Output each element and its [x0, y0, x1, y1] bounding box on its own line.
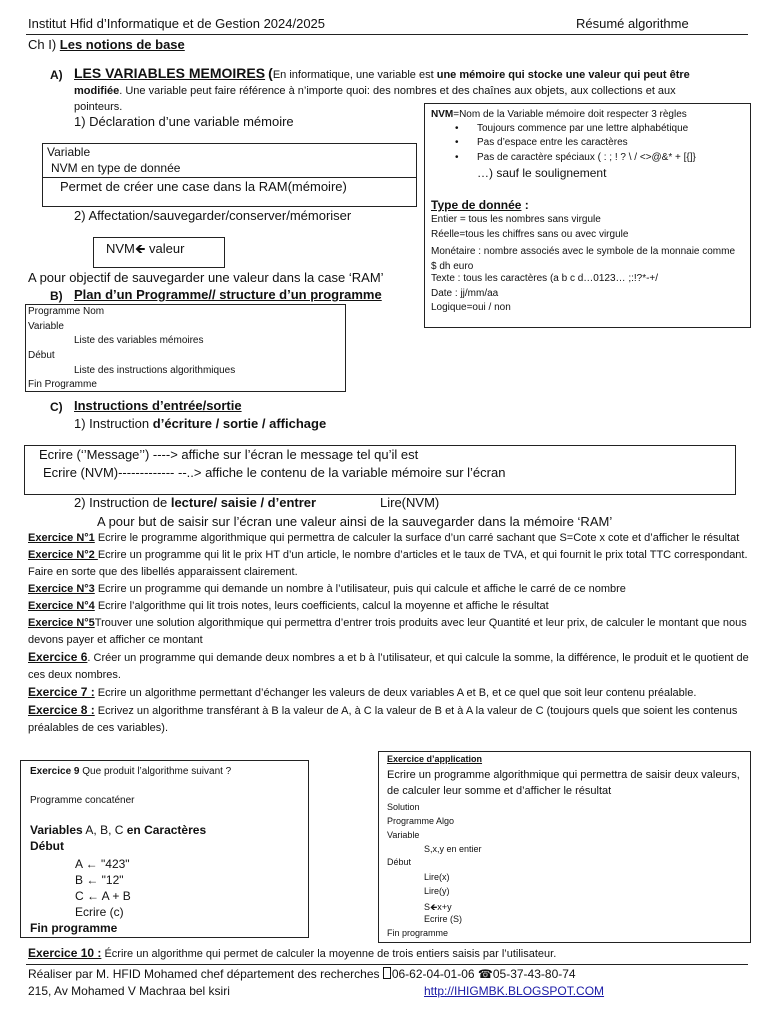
footer-rule: [26, 964, 748, 965]
exercise-4-label: Exercice N°4: [28, 600, 95, 612]
exercise-4: [28, 598, 750, 615]
nvm-title-bold: NVM: [431, 109, 454, 120]
exercise-9-question: Que produit l’algorithme suivant ?: [79, 766, 232, 777]
exercise-6-label: Exercice 6: [28, 650, 88, 664]
structure-line-6: Fin Programme: [28, 379, 97, 390]
intro-text-1: En informatique, une variable est: [272, 69, 434, 81]
application-body-4: Ecrire (S): [424, 914, 462, 924]
application-label: Exercice d’application: [387, 754, 483, 764]
exercise-8-label: Exercice 8 :: [28, 703, 95, 717]
structure-line-4: Début: [28, 350, 55, 361]
phone-icon: [383, 967, 391, 979]
structure-line-1: Programme Nom: [28, 306, 105, 317]
decl-line-2: NVM en type de donnée: [51, 161, 181, 175]
application-debut: Début: [387, 857, 412, 867]
exercise-8-text: Ecrivez un algorithme transférant à B la valeur de A, à C la valeur de B et à A la valeur de C (toujours quels que soient les contenus préalables de ces variables).: [28, 705, 738, 734]
write-item: [74, 416, 326, 431]
header-institution: Institut Hfid d’Informatique et de Gestion 2024/2025: [28, 16, 326, 31]
footer-address: 215, Av Mohamed V Machraa bel ksiri: [28, 984, 230, 998]
exercise-9-vars: [30, 823, 206, 837]
exercise-5: [28, 615, 750, 649]
exercise-7-text: Ecrire un algorithme permettant d’échanger les valeurs de deux variables A et B, et ce quel que soit leur contenu préalable.: [94, 687, 697, 699]
assign-box: [93, 237, 225, 268]
exercise-9-heading: [30, 766, 231, 777]
exercise-9-line-3: C ← A + B: [75, 889, 131, 903]
exercise-5-text: Trouver une solution algorithmique qui permettra d’entrer trois produits avec leur Quantité et leur prix, de calculer le montant que nous devons payer et afficher ce montant: [28, 617, 747, 646]
section-b-title: Plan d’un Programme// structure d’un programme: [74, 287, 382, 302]
footer-author: Réaliser par M. HFID Mohamed chef département des recherches: [28, 967, 383, 981]
application-line-1: Solution: [387, 802, 420, 812]
types-title: Type de donnée: [431, 198, 522, 212]
type-monetaire: Monétaire : nombre associés avec le symbole de la monnaie comme $ dh euro: [431, 246, 736, 272]
type-entier: Entier = tous les nombres sans virgule: [431, 214, 601, 225]
assign-text: NVM🡸 valeur: [106, 241, 185, 256]
structure-line-2: Variable: [28, 321, 64, 332]
exercise-10: [28, 946, 556, 960]
application-box: [378, 751, 751, 943]
intro-text-bold: une mémoire qui stocke une valeur qui peut être modifiée: [74, 69, 690, 97]
exercise-9-label: Exercice 9: [30, 766, 80, 777]
declaration-box: [42, 143, 417, 207]
section-a-paren: (: [268, 65, 273, 81]
program-structure-box: [25, 304, 346, 392]
types-heading: [431, 198, 529, 212]
application-var-decl: S,x,y en entier: [424, 844, 482, 854]
exercise-10-label: Exercice 10 :: [28, 946, 102, 960]
nvm-rule-tail: …) sauf le soulignement: [477, 166, 607, 180]
vars-keyword: Variables: [30, 823, 83, 837]
exercise-3-text: Ecrire un programme qui demande un nombre à l’utilisateur, puis qui calcule et affiche le carré de ce nombre: [94, 583, 626, 595]
nvm-title-rest: =Nom de la Variable mémoire doit respecter 3 règles: [453, 109, 687, 120]
nvm-rules-box: [424, 103, 751, 328]
decl-item: 1) Déclaration d’une variable mémoire: [74, 114, 294, 129]
exercise-3-label: Exercice N°3: [28, 583, 95, 595]
section-a-title: LES VARIABLES MEMOIRES: [74, 65, 266, 81]
intro-text-2: . Une variable peut faire référence à n’importe quoi: des nombres et des chaînes aux objets, aux collections et aux pointeurs.: [74, 85, 676, 113]
application-body-1: Lire(x): [424, 872, 450, 882]
nvm-rule-2: • Pas d’espace entre les caractères: [477, 137, 628, 148]
header-rule: [26, 34, 748, 35]
section-b-letter: B): [50, 289, 63, 303]
decl-divider: [43, 177, 416, 178]
vars-names: A, B, C: [82, 823, 127, 837]
vars-type: en Caractères: [126, 823, 207, 837]
exercise-2-label: Exercice N°2: [28, 549, 98, 561]
chapter-prefix: Ch I): [28, 37, 57, 52]
header-doc-title: Résumé algorithme: [576, 16, 689, 31]
read-item-bold: lecture/ saisie / d’entrer: [170, 495, 317, 510]
assign-item: 2) Affectation/sauvegarder/conserver/mémoriser: [74, 208, 352, 223]
type-reelle: Réelle=tous les chiffres sans ou avec virgule: [431, 229, 629, 240]
section-a-letter: A): [50, 68, 63, 82]
types-colon: :: [521, 198, 529, 212]
write-line-2: Ecrire (NVM)------------- --..> affiche le contenu de la variable mémoire sur l’écran: [43, 465, 506, 480]
application-line-2: Programme Algo: [387, 816, 455, 826]
blog-link[interactable]: http://IHIGMBK.BLOGSPOT.COM: [424, 984, 605, 998]
exercise-8: [28, 702, 750, 737]
exercise-2: [28, 547, 750, 581]
write-line-1: Ecrire (‘’Message’’) ----> affiche sur l’écran le message tel qu’il est: [39, 447, 419, 462]
application-body-2: Lire(y): [424, 886, 450, 896]
exercise-9-prog: Programme concaténer: [30, 795, 135, 806]
read-item-code: Lire(NVM): [380, 495, 440, 510]
footer-author-line: [28, 967, 576, 981]
assign-objective: A pour objectif de sauvegarder une valeur dans la case ‘RAM’: [28, 270, 384, 285]
exercise-9-fin: Fin programme: [30, 921, 118, 935]
application-body-3: S🡸x+y: [424, 902, 452, 912]
write-item-bold: d’écriture / sortie / affichage: [152, 416, 327, 431]
decl-line-3: Permet de créer une case dans la RAM(mémoire): [60, 179, 347, 194]
exercise-1-label: Exercice N°1: [28, 532, 95, 544]
exercise-2-text: Ecrire un programme qui lit le prix HT d’un article, le nombre d’articles et le taux de TVA, et qui fournit le prix total TTC correspondant. Faire en sorte que des libellés apparaissent clairement.: [28, 549, 748, 578]
type-texte: Texte : tous les caractères (a b c d…0123… ;:!?*-+/: [431, 273, 659, 284]
footer-phone-2: 05-37-43-80-74: [492, 967, 576, 981]
exercise-1: [28, 530, 750, 547]
nvm-title: [431, 109, 687, 120]
structure-line-3: Liste des variables mémoires: [74, 335, 204, 346]
exercise-1-text: Ecrire le programme algorithmique qui permettra de calculer la surface d’un carré sachant que S=Cote x cote et d’afficher le résultat: [94, 532, 740, 544]
exercise-list: [28, 530, 750, 737]
exercise-6: [28, 649, 750, 684]
application-statement: Ecrire un programme algorithmique qui permettra de saisir deux valeurs, de calculer leur somme et d’afficher le résultat: [387, 769, 740, 797]
chapter-title: Les notions de base: [59, 37, 185, 52]
exercise-10-text: Écrire un algorithme qui permet de calculer la moyenne de trois entiers saisis par l’utilisateur.: [101, 948, 557, 960]
exercise-4-text: Ecrire l’algorithme qui lit trois notes, leurs coefficients, calcul la moyenne et affiche le résultat: [94, 600, 549, 612]
section-c-title: Instructions d’entrée/sortie: [74, 398, 242, 413]
structure-line-5: Liste des instructions algorithmiques: [74, 365, 236, 376]
exercise-3: [28, 581, 750, 598]
telephone-icon: ☎: [477, 967, 493, 981]
type-date: Date : jj/mm/aa: [431, 288, 499, 299]
exercise-6-text: . Créer un programme qui demande deux nombres a et b à l’utilisateur, et qui calcule la somme, la différence, le produit et le quotient de ces deux nombres.: [28, 652, 749, 681]
footer-phone-1: 06-62-04-01-06: [391, 967, 475, 981]
section-c-letter: C): [50, 400, 63, 414]
decl-line-1: Variable: [47, 145, 91, 159]
nvm-rule-3: • Pas de caractère spéciaux ( : ; ! ? \ / <>@&* + [{]}: [477, 152, 696, 163]
write-instruction-box: [24, 445, 736, 495]
write-item-pre: 1) Instruction: [74, 416, 150, 431]
exercise-9-debut: Début: [30, 839, 64, 853]
nvm-rule-1: • Toujours commence par une lettre alphabétique: [477, 123, 688, 134]
application-line-3: Variable: [387, 830, 420, 840]
read-item: [74, 495, 316, 510]
exercise-7: [28, 684, 750, 702]
exercise-9-line-1: A ← "423": [75, 857, 130, 871]
read-item-pre: 2) Instruction de: [74, 495, 168, 510]
type-logique: Logique=oui / non: [431, 302, 511, 313]
exercise-7-label: Exercice 7 :: [28, 685, 95, 699]
exercise-9-box: [20, 760, 309, 938]
application-fin: Fin programme: [387, 928, 449, 938]
chapter-heading: [28, 37, 185, 52]
exercise-9-line-4: Ecrire (c): [75, 905, 124, 919]
exercise-9-line-2: B ← "12": [75, 873, 124, 887]
exercise-5-label: Exercice N°5: [28, 617, 95, 629]
read-item-desc: A pour but de saisir sur l’écran une valeur ainsi de la sauvegarder dans la mémoire ‘RAM’: [97, 514, 613, 529]
